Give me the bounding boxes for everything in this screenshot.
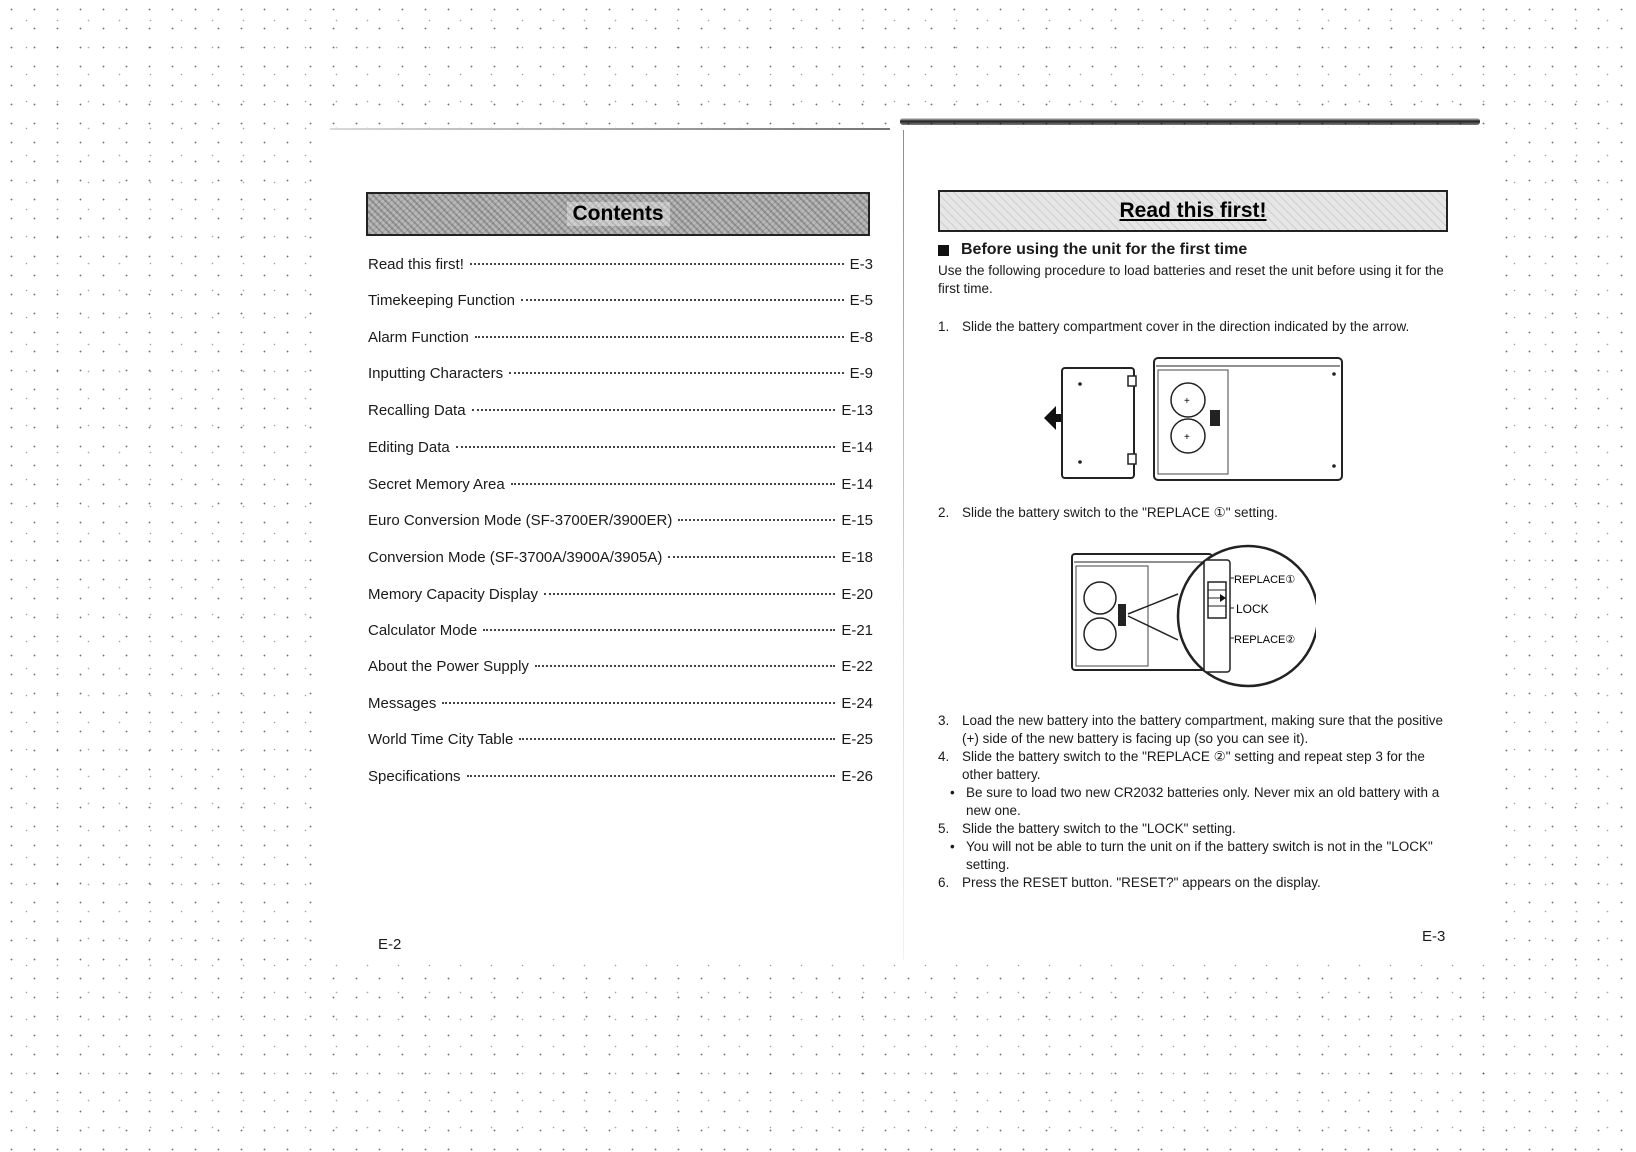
note-bullet: • Be sure to load two new CR2032 batteries only. Never mix an old battery with a new one. bbox=[950, 785, 1440, 818]
toc-entry[interactable]: Recalling Data E-13 bbox=[368, 402, 873, 419]
toc-entry[interactable]: Inputting Characters E-9 bbox=[368, 365, 873, 382]
step-3: 3. Load the new battery into the battery compartment, making sure that the positive (+) side of the new battery is facing up (so you can see it). bbox=[938, 713, 1444, 746]
step-2: 2. Slide the battery switch to the "REPLACE ①" setting. bbox=[938, 505, 1278, 520]
toc-entry[interactable]: Read this first! E-3 bbox=[368, 256, 873, 273]
toc-entry[interactable]: Calculator Mode E-21 bbox=[368, 622, 873, 639]
unit-back bbox=[1154, 358, 1342, 480]
zoom-callout bbox=[1178, 546, 1316, 686]
toc-entry[interactable]: Editing Data E-14 bbox=[368, 439, 873, 456]
page-edge-shadow bbox=[900, 118, 1480, 125]
svg-text:+: + bbox=[1184, 432, 1190, 443]
toc-entry[interactable]: Memory Capacity Display E-20 bbox=[368, 586, 873, 603]
toc-entry[interactable]: Secret Memory Area E-14 bbox=[368, 476, 873, 493]
battery-switch bbox=[1208, 582, 1226, 618]
intro-text: Use the following procedure to load batteries and reset the unit before using it for the first time. bbox=[938, 263, 1444, 296]
toc-entry[interactable]: About the Power Supply E-22 bbox=[368, 658, 873, 675]
lock-label: LOCK bbox=[1236, 602, 1269, 616]
battery-switch-figure bbox=[1066, 540, 1316, 690]
square-bullet-icon bbox=[938, 245, 949, 256]
step-6: 6. Press the RESET button. "RESET?" appears on the display. bbox=[938, 875, 1321, 890]
contents-banner bbox=[366, 192, 870, 236]
replace2-label: REPLACE② bbox=[1234, 634, 1296, 646]
toc-entry[interactable]: Timekeeping Function E-5 bbox=[368, 292, 873, 309]
read-first-heading: Read this first! bbox=[1119, 199, 1267, 222]
battery-cover-figure bbox=[1038, 354, 1348, 486]
read-first-banner bbox=[938, 190, 1448, 232]
battery-cover bbox=[1062, 368, 1134, 478]
page-fold bbox=[903, 130, 904, 960]
svg-text:+: + bbox=[1184, 396, 1190, 407]
contents-heading: Contents bbox=[567, 202, 670, 226]
toc-entry[interactable]: Messages E-24 bbox=[368, 695, 873, 712]
note-bullet: • You will not be able to turn the unit on if the battery switch is not in the "LOCK" setting. bbox=[950, 839, 1433, 872]
toc-entry[interactable]: Conversion Mode (SF-3700A/3900A/3905A) E-18 bbox=[368, 549, 873, 566]
step-1: 1. Slide the battery compartment cover in the direction indicated by the arrow. bbox=[938, 319, 1410, 334]
toc-entry[interactable]: Specifications E-26 bbox=[368, 768, 873, 785]
toc-entry[interactable]: World Time City Table E-25 bbox=[368, 731, 873, 748]
section-title: Before using the unit for the first time bbox=[938, 241, 1247, 259]
toc-entry[interactable]: Euro Conversion Mode (SF-3700ER/3900ER) E-15 bbox=[368, 512, 873, 529]
toc-entry[interactable]: Alarm Function E-8 bbox=[368, 329, 873, 346]
step-5: 5. Slide the battery switch to the "LOCK" setting. bbox=[938, 821, 1236, 836]
page-edge-shadow bbox=[330, 128, 890, 130]
replace1-label: REPLACE① bbox=[1234, 574, 1296, 586]
page-number-left: E-2 bbox=[378, 936, 402, 953]
step-4: 4. Slide the battery switch to the "REPLACE ②" setting and repeat step 3 for the other battery. bbox=[938, 749, 1425, 782]
page-number-right: E-3 bbox=[1422, 928, 1446, 945]
